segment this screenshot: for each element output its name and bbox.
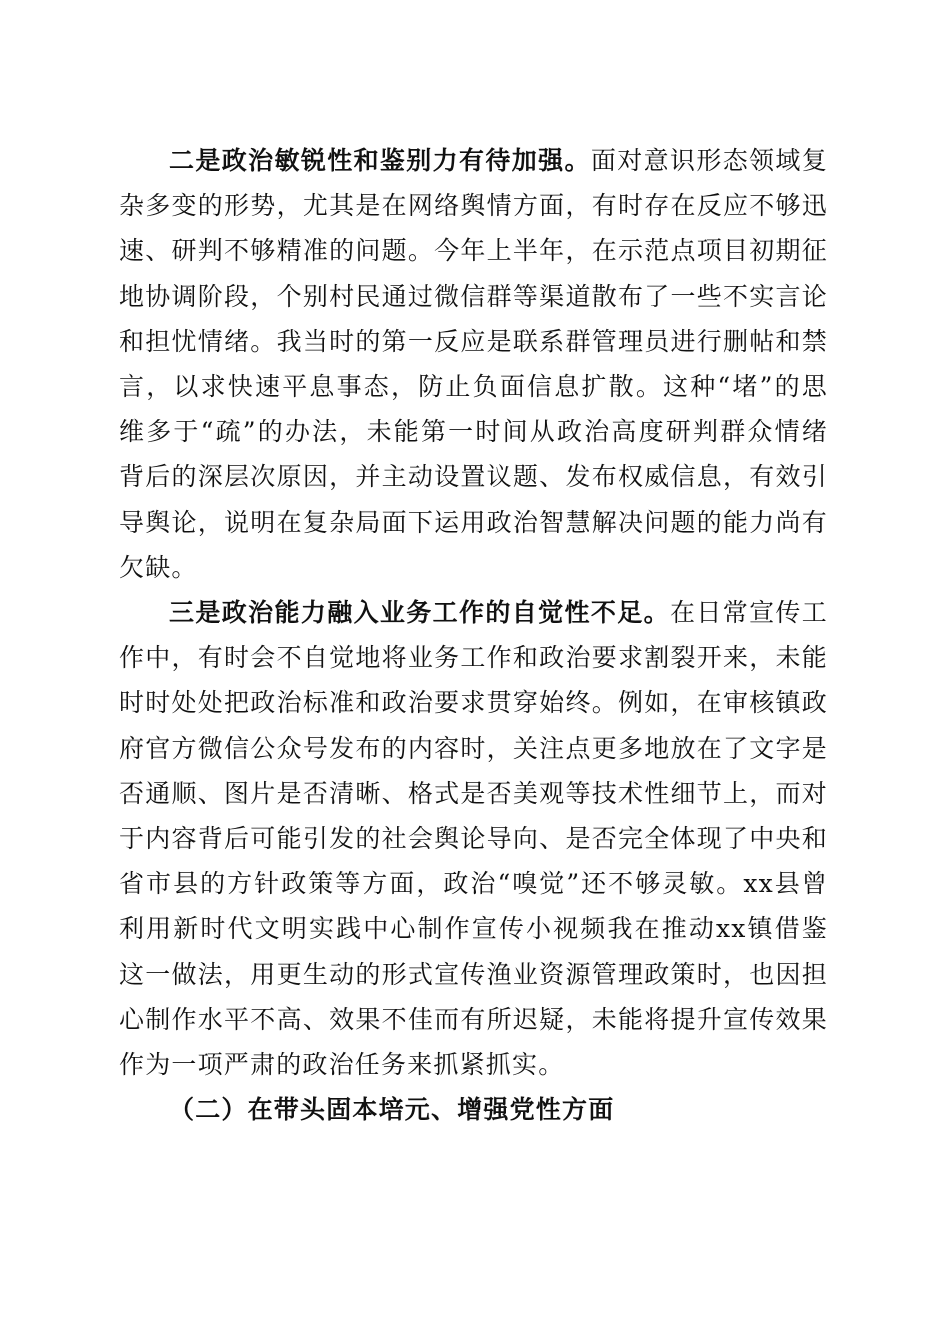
document-body (119, 138, 828, 1132)
paragraph-political-sensitivity (119, 138, 828, 590)
paragraph-text: 在日常宣传工作中，有时会不自觉地将业务工作和政治要求割裂开来，未能时时处处把政治标准和政治要求贯穿始终。例如，在审核镇政府官方微信公众号发布的内容时，关注点更多地放在了文字是否通顺、图片是否清晰、格式是否美观等技术性细节上，而对于内容背后可能引发的社会舆论导向、是否完全体现了中央和省市县的方针政策等方面，政治“嗅觉”还不够灵敏。xx县曾利用新时代文明实践中心制作宣传小视频我在推动xx镇借鉴这一做法，用更生动的形式宣传渔业资源管理政策时，也因担心制作水平不高、效果不佳而有所迟疑，未能将提升宣传效果作为一项严肃的政治任务来抓紧抓实。 (119, 598, 828, 1080)
paragraph-lead: 二是政治敏锐性和鉴别力有待加强。 (169, 146, 591, 175)
paragraph-text: 面对意识形态领域复杂多变的形势，尤其是在网络舆情方面，有时存在反应不够迅速、研判不够精准的问题。今年上半年，在示范点项目初期征地协调阶段，个别村民通过微信群等渠道散布了一些不实言论和担忧情绪。我当时的第一反应是联系群管理员进行删帖和禁言，以求快速平息事态，防止负面信息扩散。这种“堵”的思维多于“疏”的办法，未能第一时间从政治高度研判群众情绪背后的深层次原因，并主动设置议题、发布权威信息，有效引导舆论，说明在复杂局面下运用政治智慧解决问题的能力尚有欠缺。 (119, 146, 828, 582)
paragraph-lead: 三是政治能力融入业务工作的自觉性不足。 (169, 598, 670, 628)
section-heading: （二）在带头固本培元、增强党性方面 (169, 1095, 615, 1125)
paragraph-political-ability (119, 590, 828, 1087)
